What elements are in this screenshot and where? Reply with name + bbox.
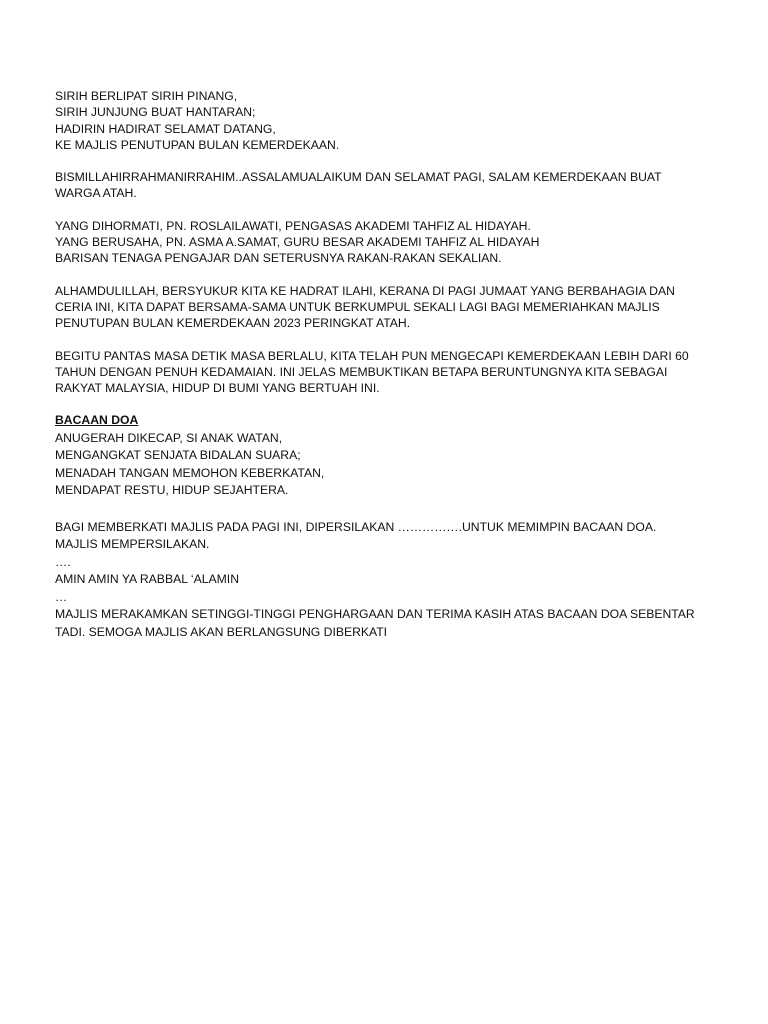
paragraph-line: BEGITU PANTAS MASA DETIK MASA BERLALU, KITA TELAH PUN MENGECAPI KEMERDEKAAN LEBIH DARI 60 [55, 348, 689, 363]
paragraph-line: PENUTUPAN BULAN KEMERDEKAAN 2023 PERINGKAT ATAH. [55, 316, 411, 331]
dignitaries-paragraph [55, 218, 715, 267]
paragraph-line: AMIN AMIN YA RABBAL ‘ALAMIN [55, 572, 239, 587]
gratitude-paragraph [55, 283, 715, 332]
paragraph-line: ALHAMDULILLAH, BERSYUKUR KITA KE HADRAT ILAHI, KERANA DI PAGI JUMAAT YANG BERBAHAGIA DAN [55, 283, 675, 298]
pantun-line: MENGANGKAT SENJATA BIDALAN SUARA; [55, 448, 301, 463]
paragraph-line: MAJLIS MEMPERSILAKAN. [55, 537, 210, 552]
paragraph-line: TAHUN DENGAN PENUH KEDAMAIAN. INI JELAS MEMBUKTIKAN BETAPA BERUNTUNGNYA KITA SEBAGAI [55, 364, 668, 379]
paragraph-line: MAJLIS MERAKAMKAN SETINGGI-TINGGI PENGHARGAAN DAN TERIMA KASIH ATAS BACAAN DOA SEBENTAR [55, 607, 695, 622]
pantun-line: MENADAH TANGAN MEMOHON KEBERKATAN, [55, 465, 325, 480]
paragraph-line: BAGI MEMBERKATI MAJLIS PADA PAGI INI, DIPERSILAKAN …………….UNTUK MEMIMPIN BACAAN DOA. [55, 519, 657, 534]
pantun-line: ANUGERAH DIKECAP, SI ANAK WATAN, [55, 430, 283, 445]
paragraph-line: WARGA ATAH. [55, 186, 137, 201]
prayer-section [55, 412, 715, 500]
paragraph-line: … [55, 589, 68, 604]
pantun-line: MENDAPAT RESTU, HIDUP SEJAHTERA. [55, 483, 289, 498]
paragraph-line: TADI. SEMOGA MAJLIS AKAN BERLANGSUNG DIBERKATI [55, 624, 388, 639]
paragraph-line: CERIA INI, KITA DAPAT BERSAMA-SAMA UNTUK BERKUMPUL SEKALI LAGI BAGI MEMERIAHKAN MAJLIS [55, 299, 660, 314]
paragraph-line: YANG BERUSAHA, PN. ASMA A.SAMAT, GURU BESAR AKADEMI TAHFIZ AL HIDAYAH [55, 235, 540, 250]
opening-pantun [55, 88, 715, 153]
prayer-session-paragraph [55, 519, 715, 642]
paragraph-line: …. [55, 554, 71, 569]
pantun-line: KE MAJLIS PENUTUPAN BULAN KEMERDEKAAN. [55, 137, 340, 152]
paragraph-line: BARISAN TENAGA PENGAJAR DAN SETERUSNYA RAKAN-RAKAN SEKALIAN. [55, 251, 502, 266]
greeting-paragraph [55, 169, 715, 202]
paragraph-line: RAKYAT MALAYSIA, HIDUP DI BUMI YANG BERTUAH INI. [55, 381, 380, 396]
paragraph-line: YANG DIHORMATI, PN. ROSLAILAWATI, PENGASAS AKADEMI TAHFIZ AL HIDAYAH. [55, 218, 531, 233]
pantun-line: HADIRIN HADIRAT SELAMAT DATANG, [55, 121, 276, 136]
independence-paragraph [55, 348, 715, 397]
prayer-heading: BACAAN DOA [55, 413, 139, 428]
pantun-line: SIRIH JUNJUNG BUAT HANTARAN; [55, 105, 256, 120]
pantun-line: SIRIH BERLIPAT SIRIH PINANG, [55, 89, 238, 103]
paragraph-line: BISMILLAHIRRAHMANIRRAHIM..ASSALAMUALAIKUM DAN SELAMAT PAGI, SALAM KEMERDEKAAN BUAT [55, 170, 662, 185]
document-body [55, 88, 715, 641]
